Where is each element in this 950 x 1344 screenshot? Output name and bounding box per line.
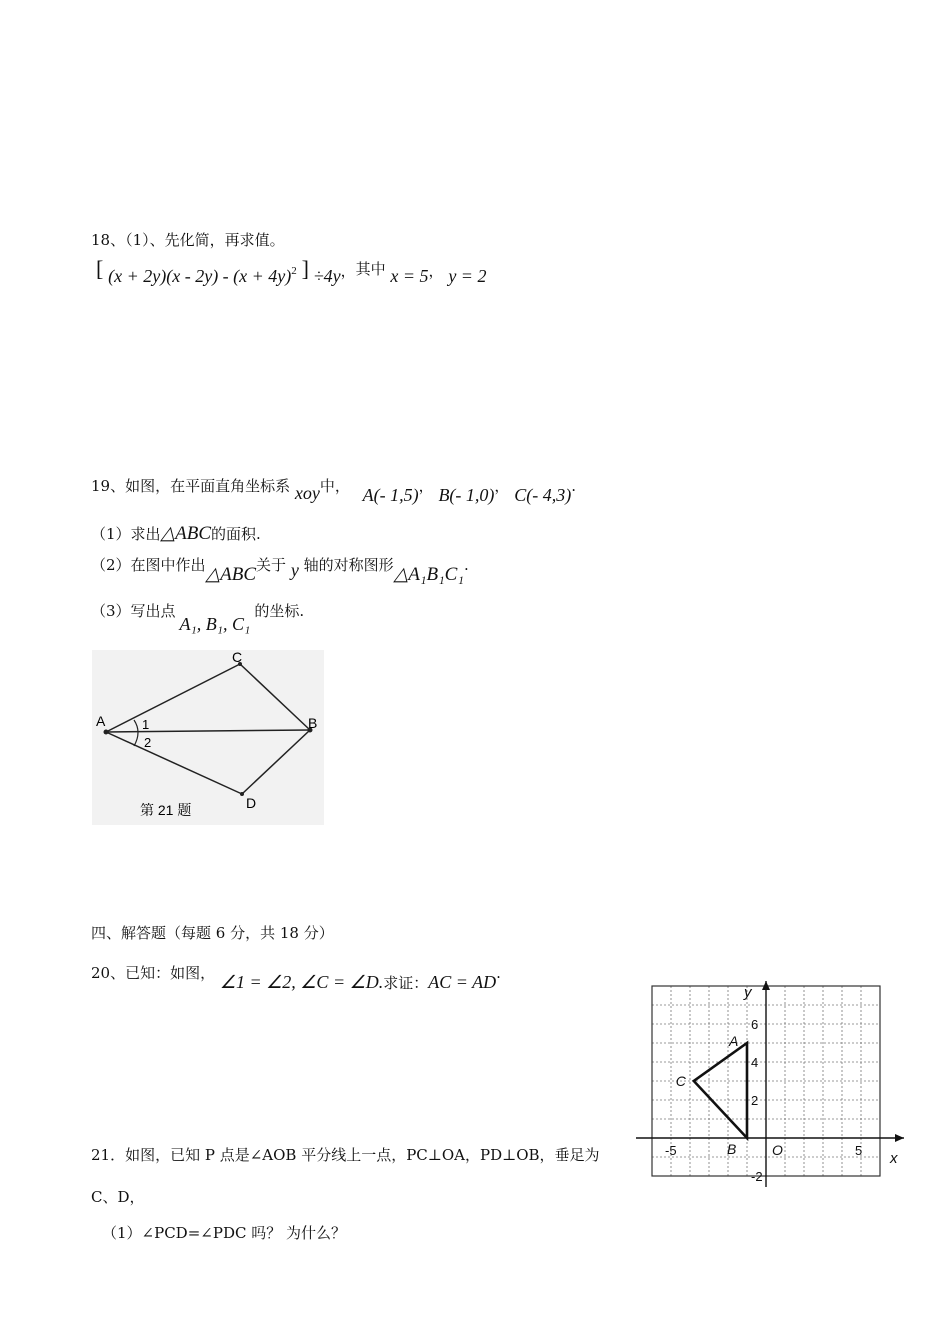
comma: ， [418,477,434,495]
figure-caption: 第 21 题 [140,802,192,818]
y-tick-label: 4 [751,1055,759,1070]
y-tick-label: 6 [751,1017,759,1032]
label-b: B [308,715,318,731]
points-a1b1c1: A₁, B₁, C₁ [179,614,251,634]
q18-y-value: y = 2 [448,266,487,286]
triangle-a1b1c1: △A₁B₁C₁ [393,564,464,585]
q19-zhong: 中， [319,477,350,495]
q21-line2: C、D， [91,1188,145,1206]
q21-line1: 21．如图，已知 P 点是∠AOB 平分线上一点，PC⊥OA，PD⊥OB，垂足为 [91,1146,600,1164]
y-axis-label: y [744,984,752,1001]
point-d [240,792,244,796]
origin-label: O [772,1142,783,1158]
q19-part1 [91,522,261,545]
point-a-label: A [729,1033,739,1049]
q18-expr: (x + 2y)(x - 2y) - (x + 4y) [108,266,292,286]
point-b-label: B [727,1141,737,1157]
q19-part1-tail: 的面积. [211,525,261,543]
triangle-abc: △ABC [205,564,257,585]
comma: ， [494,477,510,495]
q19-part2-sym: 轴的对称图形 [303,556,394,574]
point-C-coord: C(- 4,3) [514,485,572,505]
x-axis-arrow-icon [895,1134,904,1142]
q18-expression [96,256,487,288]
bracket-open: [ [96,256,104,281]
triangle-abc: △ABC [160,523,212,544]
label-c: C [232,650,243,665]
y-tick-label: -2 [751,1169,763,1184]
q18-divide: ÷4y [313,266,341,286]
bracket-close: ] [301,256,309,281]
q18-where: 其中 [355,260,386,278]
period: . [463,556,469,574]
q19-part1-lead: （1）求出 [91,525,161,543]
q19-xoy: xoy [294,483,320,503]
angle-2-label: 2 [144,735,152,750]
q20-intro: 20、已知：如图， [91,964,216,982]
q19-intro: 19、如图，在平面直角坐标系 [91,477,291,495]
q19-part2 [91,553,469,585]
q18-x-value: x = 5 [390,266,429,286]
q19-part2-lead: （2）在图中作出 [91,556,206,574]
x-tick-label: 5 [855,1143,863,1158]
coordinate-grid [632,975,910,1190]
q18-exponent: 2 [291,265,297,277]
point-c-label: C [675,1073,686,1089]
figure-background [92,650,324,825]
point-B-coord: B(- 1,0) [438,485,495,505]
point-a [104,730,109,735]
q21-subquestion-1: （1）∠PCD=∠PDC 吗？ 为什么？ [102,1224,346,1242]
q19-part3-tail: 的坐标. [254,602,305,620]
x-axis-label: x [890,1150,898,1167]
q19-intro-line [91,475,576,505]
section-4-heading: 四、解答题（每题 6 分，共 18 分） [91,924,334,942]
point-A-coord: A(- 1,5) [362,485,419,505]
angle-1-label: 1 [142,717,150,732]
q20-prove: 求证： [383,974,429,992]
q20-given: ∠1 = ∠2, ∠C = ∠D. [219,972,384,992]
y-tick-label: 2 [751,1093,759,1108]
label-a: A [96,713,106,729]
y-axis-symbol: y [290,560,299,580]
figure-21 [92,650,324,825]
q19-part3 [91,600,305,634]
period: . [571,477,576,495]
q19-part2-about: 关于 [256,556,287,574]
x-tick-label: -5 [665,1143,677,1158]
triangle-abc-shape [694,1043,747,1138]
label-d: D [246,795,257,811]
comma: ， [428,262,444,280]
q20-line [91,962,501,992]
q18-title: 18、（1）、先化简，再求值。 [91,231,285,249]
period: . [496,964,501,982]
q19-part3-lead: （3）写出点 [91,602,176,620]
q20-conclusion: AC = AD [428,972,497,992]
comma: ， [340,262,356,280]
